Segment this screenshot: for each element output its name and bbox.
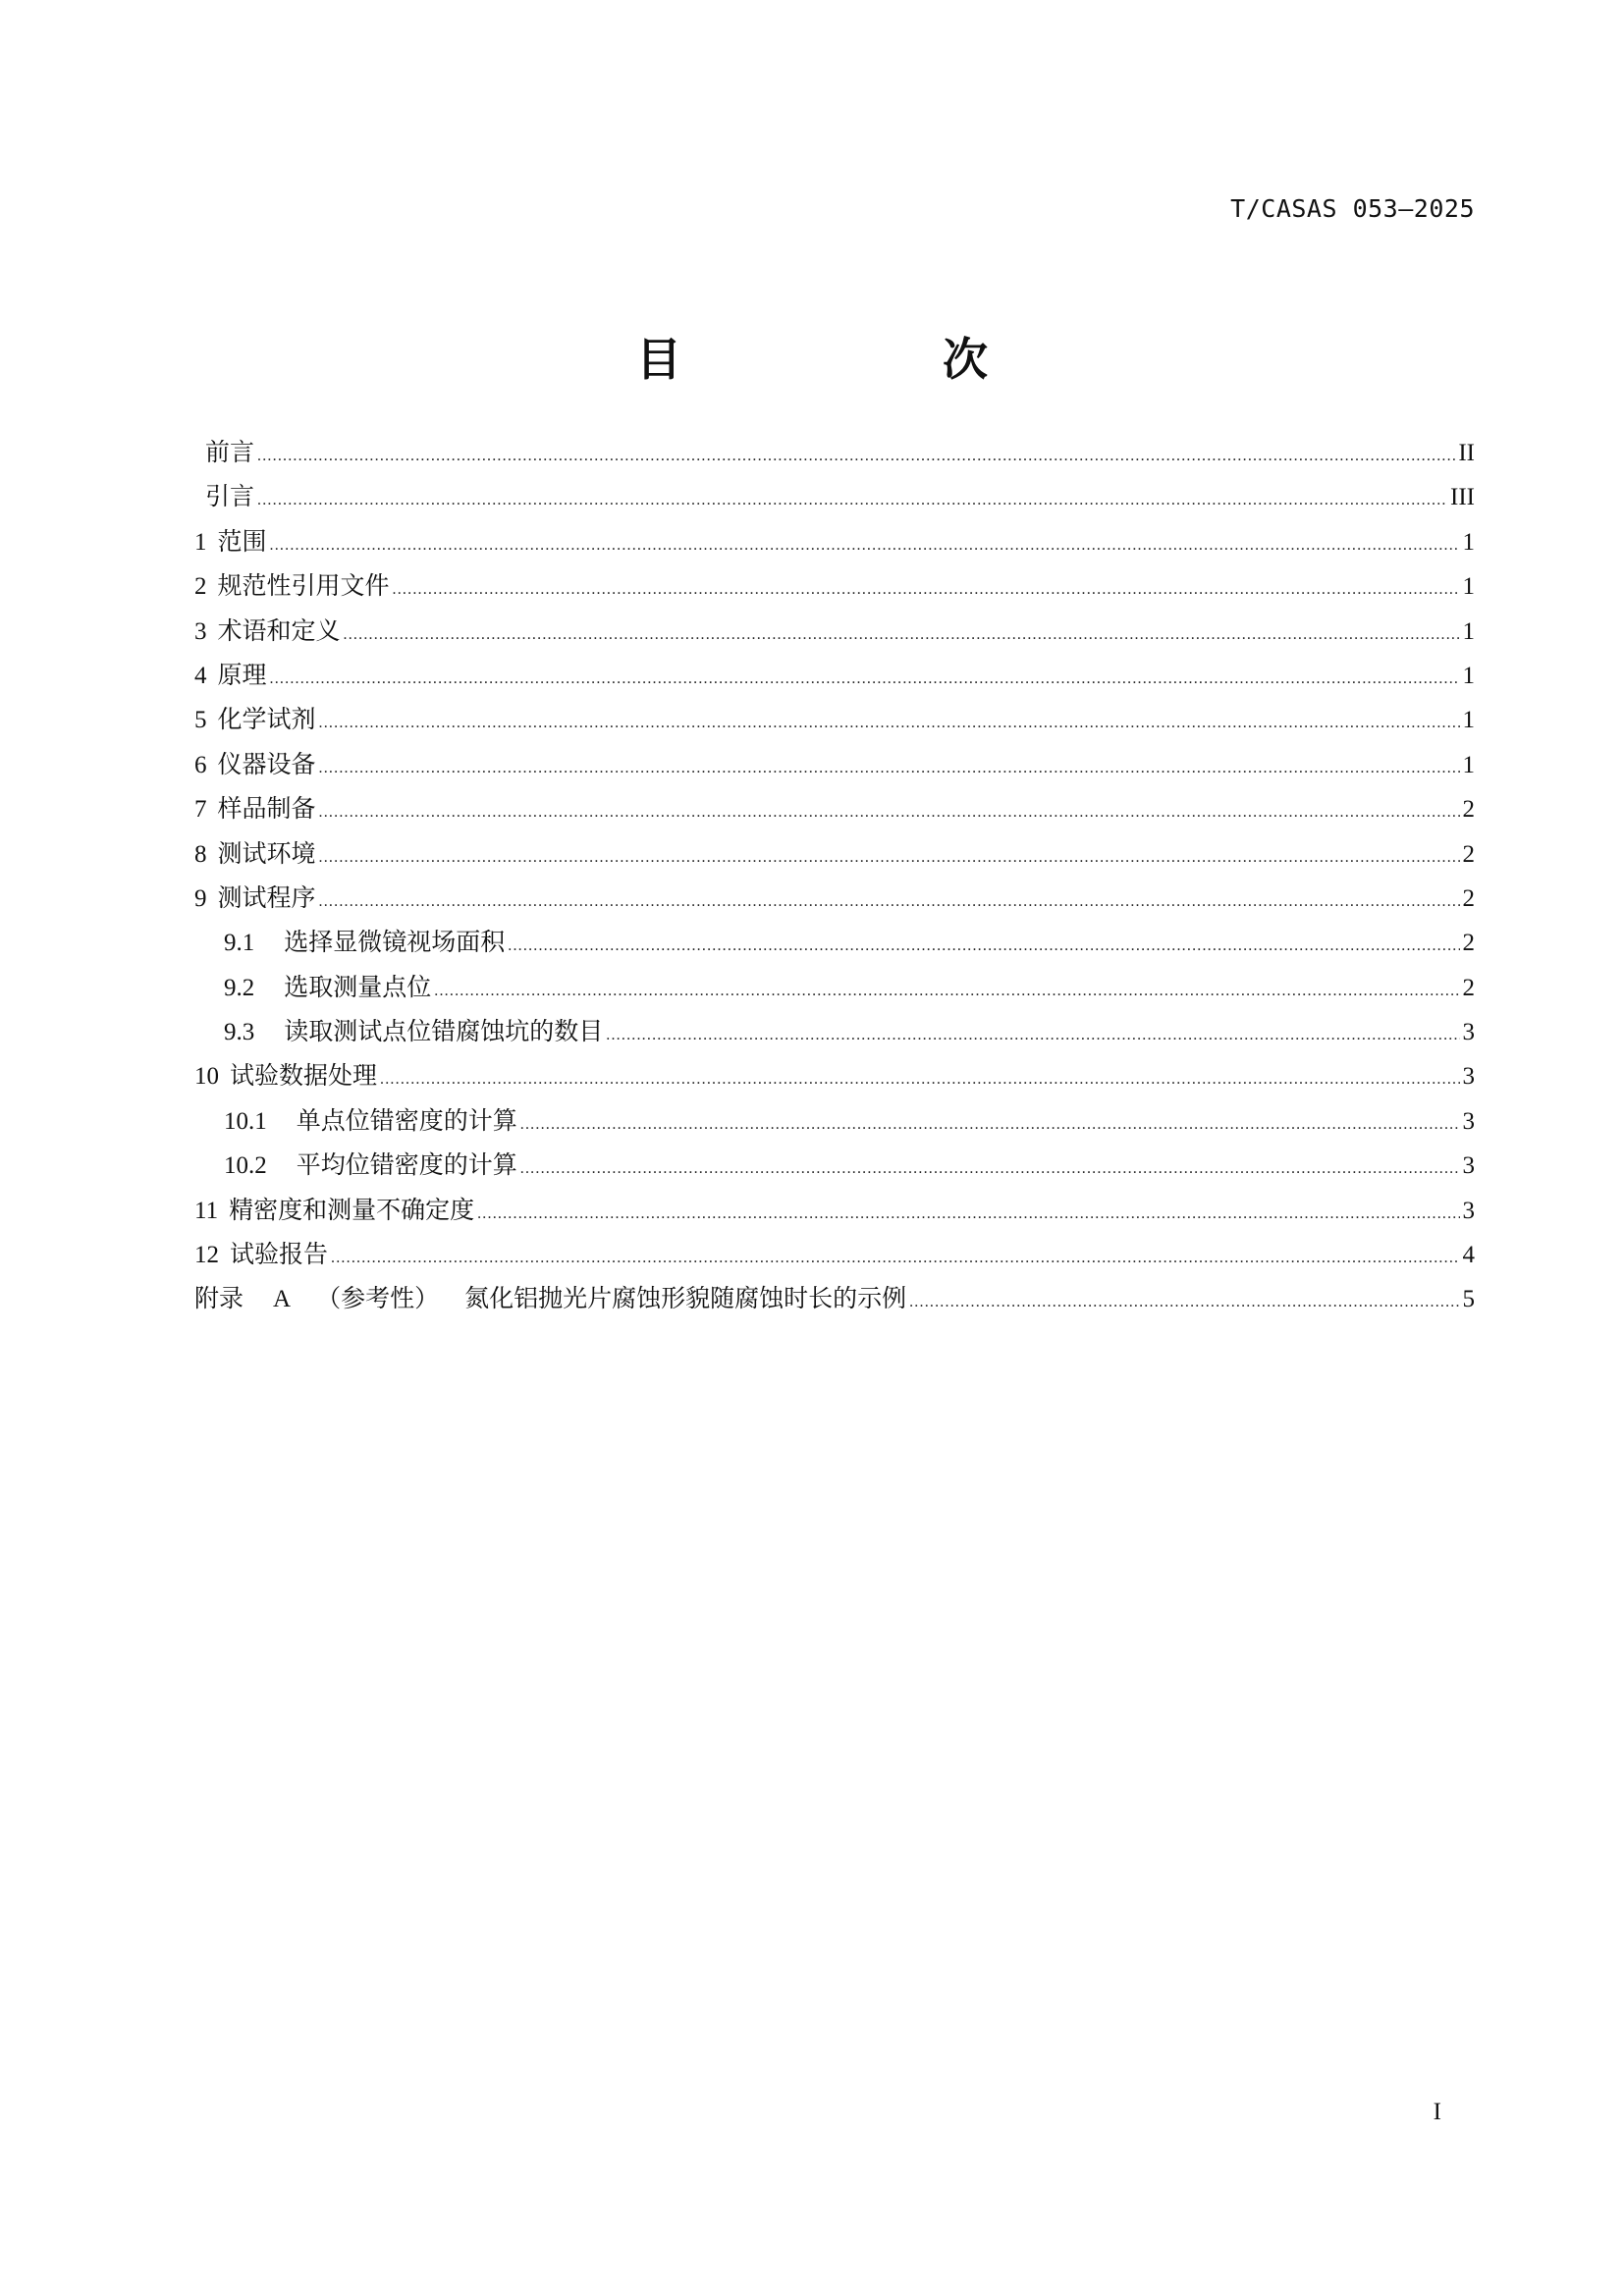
toc-entry-introduction[interactable] [194, 474, 1475, 518]
toc-entry-number: 10 [194, 1063, 219, 1091]
toc-entry-number: 12 [194, 1242, 219, 1269]
toc-entry-page: 3 [1462, 1197, 1475, 1224]
toc-entry-page: 3 [1462, 1063, 1475, 1091]
toc-entry-number: 6 [194, 751, 207, 778]
toc-entry-page: 3 [1462, 1107, 1475, 1135]
toc-entry-page: 1 [1462, 707, 1475, 734]
toc-entry-page: 3 [1462, 1152, 1475, 1180]
toc-entry-page: 1 [1462, 528, 1475, 556]
toc-entry-label: 平均位错密度的计算 [296, 1150, 517, 1180]
toc-entry-9-2[interactable] [194, 965, 1475, 1009]
toc-entry-number: 9 [194, 884, 207, 912]
toc-entry-label: 化学试剂 [217, 705, 316, 734]
toc-entry-label: 选择显微镜视场面积 [284, 928, 506, 957]
annex-kind: （参考性） [316, 1284, 440, 1313]
toc-entry-number: 9.1 [224, 930, 255, 957]
toc-entry-sample-preparation[interactable] [194, 786, 1475, 830]
toc-entry-number: 4 [194, 662, 207, 689]
toc-entry-page: 1 [1462, 662, 1475, 689]
toc-entry-9-1[interactable] [194, 920, 1475, 964]
toc-leader-dots [344, 613, 1460, 657]
annex-letter: A [273, 1286, 292, 1313]
toc-entry-page: 4 [1462, 1242, 1475, 1269]
toc-entry-label: 试验数据处理 [230, 1061, 378, 1091]
toc-leader-dots [319, 835, 1460, 880]
toc-entry-number: 10.2 [224, 1152, 267, 1180]
toc-entry-label: 引言 [205, 482, 255, 511]
toc-entry-label: 原理 [217, 660, 267, 689]
toc-leader-dots [257, 478, 1447, 522]
toc-entry-number: 7 [194, 796, 207, 824]
toc-entry-number: 11 [194, 1197, 219, 1224]
toc-entry-test-procedure[interactable] [194, 876, 1475, 920]
toc-entry-page: 2 [1462, 884, 1475, 912]
toc-leader-dots [434, 969, 1459, 1013]
toc-entry-test-environment[interactable] [194, 831, 1475, 876]
toc-entry-page: 2 [1462, 796, 1475, 824]
toc-entry-10-2[interactable] [194, 1143, 1475, 1187]
toc-entry-number: 5 [194, 707, 207, 734]
toc-entry-label: 仪器设备 [217, 749, 316, 778]
toc-entry-label: 前言 [205, 438, 255, 466]
toc-leader-dots [257, 434, 1455, 478]
toc-leader-dots [319, 790, 1460, 834]
annex-prefix: 附录 [194, 1284, 244, 1313]
toc-leader-dots [393, 567, 1460, 612]
toc-entry-page: III [1450, 484, 1475, 511]
toc-leader-dots [520, 1147, 1460, 1191]
toc-entry-label: 范围 [217, 526, 267, 556]
toc-leader-dots [319, 880, 1460, 924]
toc-entry-10-1[interactable] [194, 1098, 1475, 1143]
toc-entry-label: 试验报告 [230, 1240, 329, 1269]
toc-entry-terms-definitions[interactable] [194, 609, 1475, 653]
toc-entry-normative-references[interactable] [194, 563, 1475, 608]
toc-entry-annex-a[interactable] [194, 1276, 1475, 1320]
toc-entry-label: 术语和定义 [217, 615, 341, 645]
toc-entry-label: 选取测量点位 [284, 972, 432, 1001]
toc-entry-page: 1 [1462, 751, 1475, 778]
toc-entry-9-3[interactable] [194, 1009, 1475, 1053]
toc-entry-chemical-reagents[interactable] [194, 697, 1475, 741]
toc-entry-page: II [1458, 440, 1475, 466]
toc-leader-dots [319, 701, 1460, 745]
toc-entry-page: 3 [1462, 1019, 1475, 1046]
toc-leader-dots [380, 1057, 1459, 1101]
toc-entry-label: 测试程序 [217, 882, 316, 912]
page-title: 目 次 [636, 333, 1096, 386]
toc-entry-label: 规范性引用文件 [217, 571, 390, 601]
toc-leader-dots [319, 746, 1460, 790]
toc-entry-page: 2 [1462, 930, 1475, 957]
toc-entry-page: 2 [1462, 840, 1475, 868]
toc-entry-number: 8 [194, 840, 207, 868]
toc-entry-page: 1 [1462, 617, 1475, 645]
toc-entry-page: 1 [1462, 573, 1475, 601]
toc-entry-page: 2 [1462, 974, 1475, 1001]
toc-entry-number: 2 [194, 573, 207, 601]
table-of-contents [194, 430, 1475, 1321]
standard-code: T/CASAS 053—2025 [1230, 194, 1475, 223]
toc-entry-label: 精密度和测量不确定度 [229, 1195, 475, 1224]
page-number: I [1433, 2099, 1441, 2125]
toc-leader-dots [606, 1013, 1459, 1057]
toc-leader-dots [909, 1280, 1459, 1324]
toc-entry-label: 样品制备 [217, 794, 316, 824]
toc-entry-label: 读取测试点位错腐蚀坑的数目 [284, 1017, 604, 1046]
toc-entry-scope[interactable] [194, 519, 1475, 563]
toc-leader-dots [520, 1102, 1460, 1147]
toc-leader-dots [477, 1192, 1459, 1236]
toc-entry-test-report[interactable] [194, 1232, 1475, 1276]
toc-leader-dots [270, 523, 1460, 567]
toc-entry-label: 氮化铝抛光片腐蚀形貌随腐蚀时长的示例 [464, 1284, 907, 1313]
toc-entry-foreword[interactable] [194, 430, 1475, 474]
toc-entry-label: 单点位错密度的计算 [296, 1105, 517, 1135]
toc-entry-precision-uncertainty[interactable] [194, 1188, 1475, 1232]
toc-leader-dots [508, 924, 1459, 968]
toc-entry-principle[interactable] [194, 653, 1475, 697]
toc-entry-label: 测试环境 [217, 838, 316, 868]
toc-entry-apparatus[interactable] [194, 742, 1475, 786]
toc-entry-number: 1 [194, 528, 207, 556]
toc-entry-number: 3 [194, 617, 207, 645]
toc-entry-number: 9.2 [224, 974, 255, 1001]
toc-entry-number: 10.1 [224, 1107, 267, 1135]
toc-leader-dots [331, 1236, 1459, 1280]
toc-leader-dots [270, 657, 1460, 701]
toc-entry-page: 5 [1462, 1286, 1475, 1313]
toc-entry-number: 9.3 [224, 1019, 255, 1046]
toc-entry-data-processing[interactable] [194, 1053, 1475, 1097]
